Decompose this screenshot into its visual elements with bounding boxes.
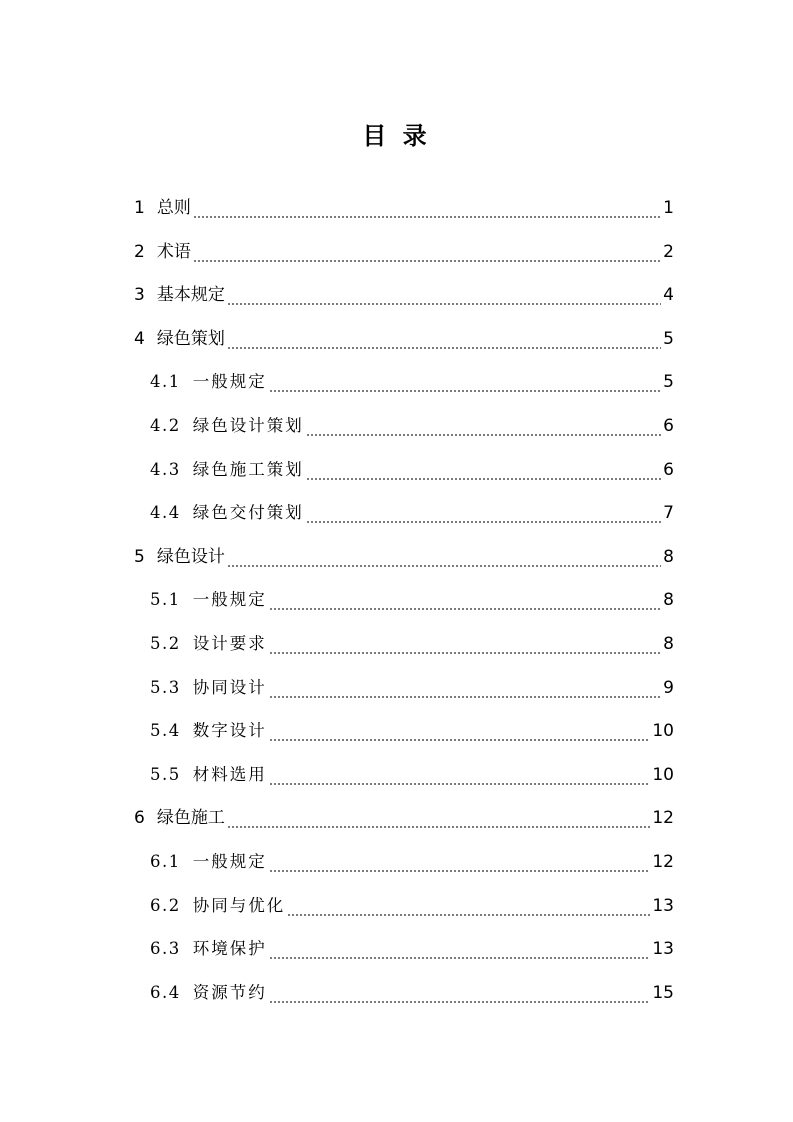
toc-entry-number: 3	[134, 285, 145, 306]
toc-entry[interactable]	[150, 626, 674, 656]
toc-entry-label: 总则	[156, 198, 191, 218]
toc-entry-label: 协同设计	[192, 677, 267, 697]
toc-entry-page-number: 12	[652, 808, 674, 829]
toc-entry-label: 绿色策划	[156, 328, 225, 349]
toc-entry-page-number: 5	[663, 328, 674, 349]
toc-entry-number: 5.1	[150, 590, 181, 610]
toc-entry[interactable]	[150, 670, 674, 700]
toc-dot-leader	[269, 370, 661, 394]
toc-entry[interactable]	[150, 495, 674, 525]
toc-entry-page-number: 4	[663, 285, 674, 306]
toc-dot-leader	[269, 632, 661, 656]
toc-dot-leader	[269, 937, 651, 961]
toc-entry[interactable]	[150, 713, 674, 743]
toc-entry-number: 6.3	[150, 939, 181, 959]
toc-entry-label: 术语	[156, 241, 191, 262]
toc-entry[interactable]	[134, 190, 674, 220]
toc-entry-page-number: 10	[652, 721, 674, 742]
toc-entry-label: 绿色交付策划	[192, 503, 304, 523]
toc-entry-label: 设计要求	[192, 634, 267, 653]
toc-entry-label: 一般规定	[192, 590, 267, 610]
toc-entry[interactable]	[150, 408, 674, 438]
toc-entry-number: 5	[134, 546, 145, 567]
toc-dot-leader	[269, 981, 651, 1005]
toc-entry-label: 绿色设计	[156, 546, 225, 567]
toc-entry[interactable]	[150, 452, 674, 482]
toc-entry-number: 4.1	[150, 372, 181, 392]
toc-entry-label: 绿色施工	[156, 808, 225, 829]
toc-entry-number: 6	[134, 808, 145, 829]
toc-entry-number: 5.3	[150, 677, 181, 697]
toc-entry-page-number: 2	[663, 241, 674, 262]
toc-entry-label: 资源节约	[192, 982, 267, 1002]
toc-dot-leader	[306, 414, 661, 438]
toc-entry-number: 5.2	[150, 634, 181, 653]
toc-entry-number: 5.4	[150, 721, 181, 741]
toc-entry[interactable]	[150, 844, 674, 874]
toc-dot-leader	[269, 763, 651, 787]
toc-entry-page-number: 6	[663, 416, 674, 436]
toc-dot-leader	[306, 458, 661, 482]
toc-entry[interactable]	[134, 234, 674, 264]
toc-entry-number: 4.4	[150, 503, 181, 523]
toc-entry-label: 环境保护	[192, 939, 267, 959]
toc-entry-page-number: 6	[663, 459, 674, 480]
toc-entry-page-number: 8	[663, 590, 674, 611]
toc-entry-number: 4	[134, 328, 145, 349]
toc-dot-leader	[269, 676, 661, 700]
toc-entry[interactable]	[134, 321, 674, 351]
toc-entry-label: 材料选用	[192, 764, 267, 784]
toc-entry-label: 基本规定	[156, 285, 225, 306]
toc-entry-label: 一般规定	[192, 372, 267, 392]
toc-dot-leader	[193, 240, 661, 264]
toc-entry-label: 数字设计	[192, 721, 267, 741]
toc-entry-page-number: 5	[663, 372, 674, 393]
toc-dot-leader	[227, 806, 651, 830]
toc-dot-leader	[306, 501, 661, 525]
toc-entry-page-number: 8	[663, 634, 674, 654]
toc-entry-number: 6.1	[150, 852, 181, 871]
toc-entry-number: 6.4	[150, 982, 181, 1002]
toc-entry[interactable]	[150, 975, 674, 1005]
toc-entry[interactable]	[150, 364, 674, 394]
toc-entry-page-number: 7	[663, 503, 674, 524]
toc-entry[interactable]	[134, 539, 674, 569]
toc-entry-number: 5.5	[150, 764, 181, 784]
toc-entry-page-number: 9	[663, 677, 674, 698]
toc-entry-page-number: 1	[663, 198, 674, 218]
toc-entry-page-number: 13	[652, 939, 674, 960]
toc-entry[interactable]	[134, 800, 674, 830]
toc-entry-number: 6.2	[150, 895, 181, 915]
toc-entry-number: 4.2	[150, 416, 181, 435]
toc-entry-label: 协同与优化	[192, 895, 286, 915]
toc-entry[interactable]	[150, 931, 674, 961]
toc-entry-number: 2	[134, 241, 145, 262]
toc-dot-leader	[269, 588, 661, 612]
toc-dot-leader	[287, 894, 650, 918]
toc-entry[interactable]	[150, 888, 674, 918]
toc-entry[interactable]	[150, 757, 674, 787]
toc-entry-label: 一般规定	[192, 852, 267, 871]
toc-dot-leader	[227, 327, 661, 351]
toc-entry-page-number: 8	[663, 546, 674, 567]
toc-dot-leader	[227, 545, 661, 569]
toc-entry-page-number: 10	[652, 764, 674, 785]
toc-entry-page-number: 12	[652, 852, 674, 872]
toc-title: 目 录	[362, 122, 431, 150]
toc-entry-label: 绿色施工策划	[192, 459, 304, 479]
toc-entry-label: 绿色设计策划	[192, 416, 304, 435]
toc-dot-leader	[227, 283, 661, 307]
toc-dot-leader	[193, 196, 661, 220]
toc-dot-leader	[269, 719, 651, 743]
toc-entry-number: 4.3	[150, 459, 181, 479]
toc-entry-number: 1	[134, 198, 145, 218]
toc-entry-page-number: 15	[652, 982, 674, 1003]
toc-entry[interactable]	[150, 582, 674, 612]
toc-entry[interactable]	[134, 277, 674, 307]
toc-entry-page-number: 13	[652, 895, 674, 916]
toc-dot-leader	[269, 850, 651, 874]
